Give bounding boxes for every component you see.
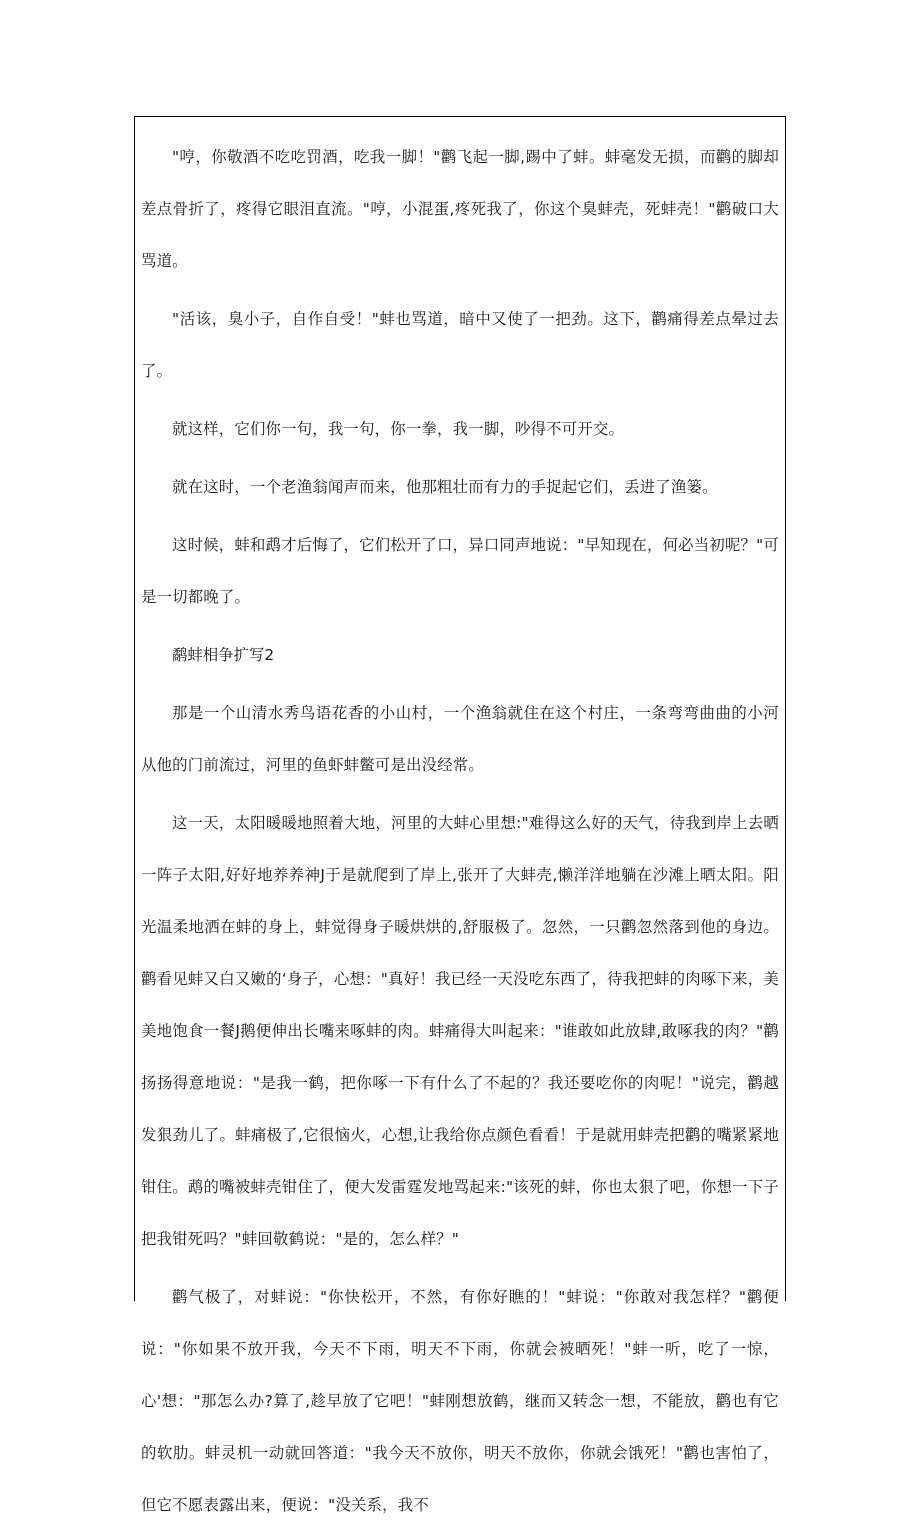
document-body xyxy=(135,117,785,1537)
paragraph: 那是一个山清水秀鸟语花香的小山村，一个渔翁就住在这个村庄，一条弯弯曲曲的小河从他的门前流过，河里的鱼虾蚌鳖可是出没经常。 xyxy=(141,704,779,774)
paragraph: 这时候，蚌和鹉才后悔了，它们松开了口，异口同声地说："早知现在，何必当初呢？"可是一切都晚了。 xyxy=(141,536,780,606)
document-page xyxy=(134,116,786,1514)
section-heading: 鹬蚌相争扩写2 xyxy=(172,646,275,664)
paragraph: 鹳气极了，对蚌说："你快松开，不然，有你好瞧的！"蚌说："你敢对我怎样？"鹳便说："你如果不放开我，今天不下雨，明天不下雨，你就会被晒死！"蚌一听，吃了一惊，心'想："那怎么办?算了,趁早放了它吧！"蚌刚想放鹤，继而又转念一想，不能放，鹳也有它的软肋。蚌灵机一动就回答道："我今天不放你，明天不放你，你就会饿死！"鹳也害怕了，但它不愿表露出来，便说："没关系，我不 xyxy=(141,1288,779,1514)
paragraph: "哼，你敬酒不吃吃罚酒，吃我一脚！"鹳飞起一脚,踢中了蚌。蚌毫发无损，而鹳的脚却差点骨折了，疼得它眼泪直流。"哼，小混蛋,疼死我了，你这个臭蚌壳，死蚌壳！"鹳破口大骂道。 xyxy=(141,148,779,270)
paragraph: 就这样，它们你一句，我一句，你一拳，我一脚，吵得不可开交。 xyxy=(172,420,625,438)
paragraph: 就在这时，一个老渔翁闻声而来，他那粗壮而有力的手捉起它们，丢进了渔篓。 xyxy=(172,478,718,496)
paragraph: 这一天，太阳暖暖地照着大地，河里的大蚌心里想:"难得这么好的天气，待我到岸上去晒一阵子太阳,好好地养养神J于是就爬到了岸上,张开了大蚌壳,懒洋洋地躺在沙滩上晒太阳。阳光温柔地洒在蚌的身上，蚌觉得身子暖烘烘的,舒服极了。忽然，一只鹳忽然落到他的身边。鹳看见蚌又白又嫩的‘身子，心想："真好！我已经一天没吃东西了，待我把蚌的肉啄下来，美美地饱食一餐J鹅便伸出长嘴来啄蚌的肉。蚌痛得大叫起来："谁敢如此放肆,敢啄我的肉？"鹳扬扬得意地说："是我一鹤，把你啄一下有什么了不起的？我还要吃你的肉呢！"说完，鹳越发狠劲儿了。蚌痛极了,它很恼火，心想,让我给你点颜色看看！于是就用蚌壳把鹳的嘴紧紧地钳住。鹉的嘴被蚌壳钳住了，便大发雷霆发地骂起来:"该死的蚌，你也太狠了吧，你想一下子把我钳死吗？"蚌回敬鹤说："是的，怎么样？" xyxy=(141,814,779,1248)
paragraph: "活该，臭小子，自作自受！"蚌也骂道，暗中又使了一把劲。这下，鹳痛得差点晕过去了。 xyxy=(141,310,779,380)
